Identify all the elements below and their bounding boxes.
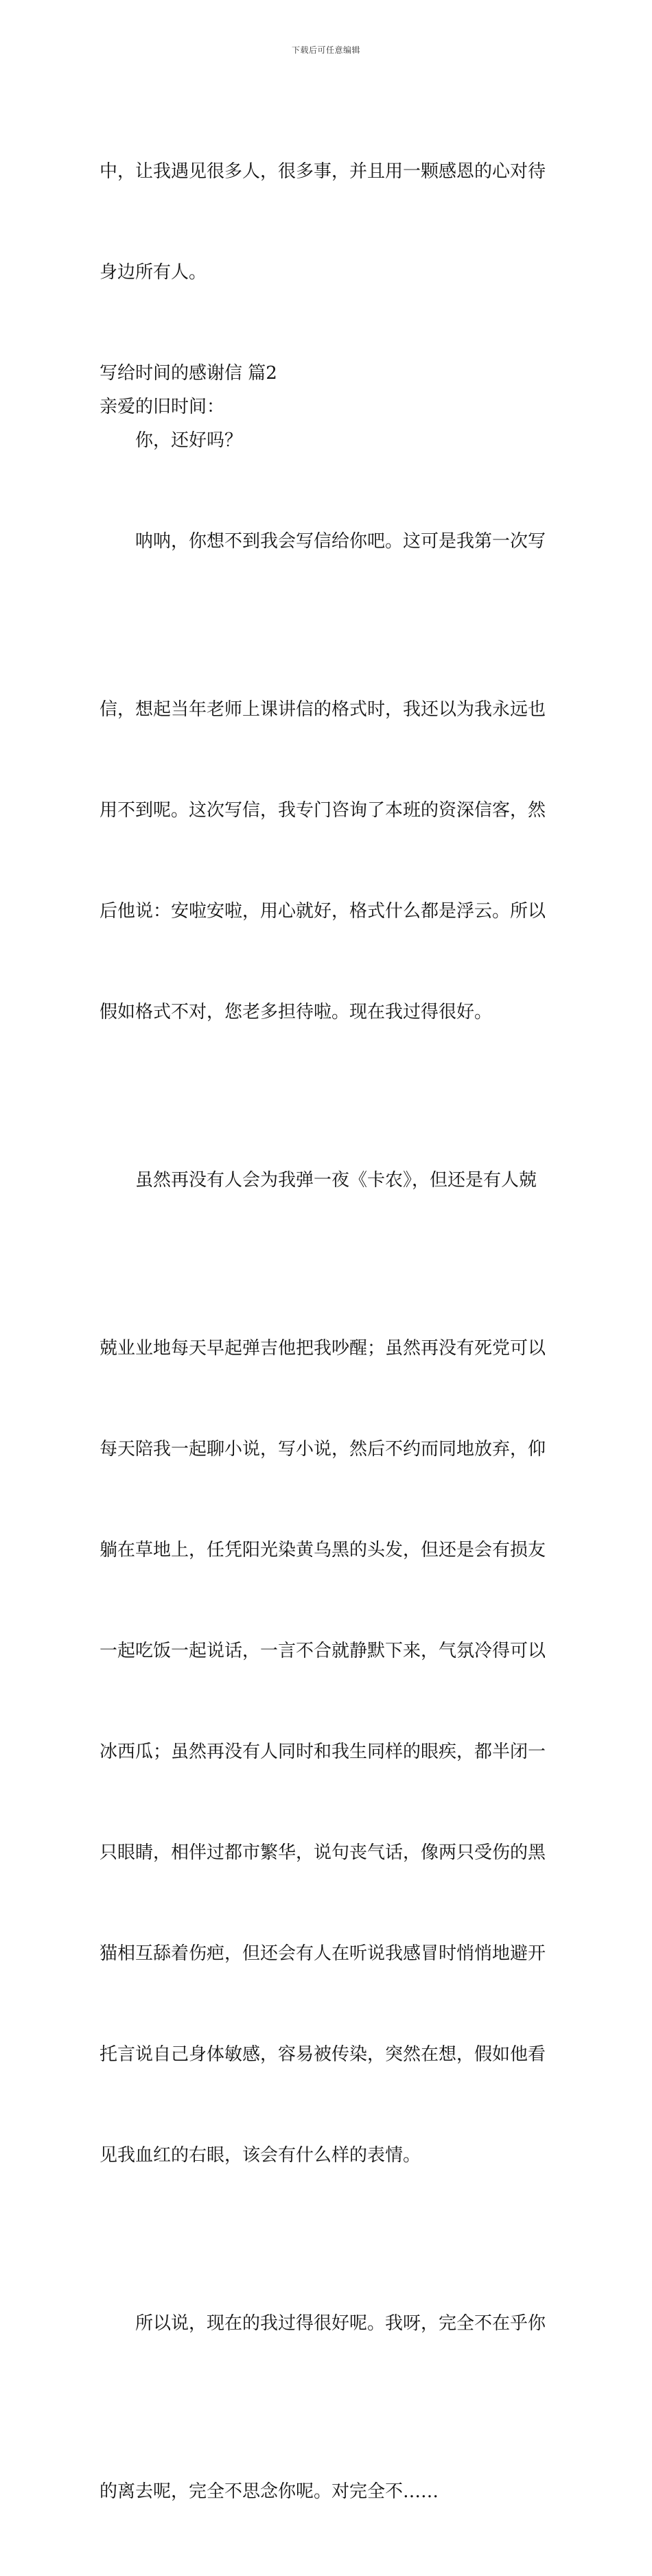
continuation-paragraph xyxy=(100,88,556,357)
page-header: 下载后可任意编辑 xyxy=(291,45,360,55)
paragraph-2 xyxy=(100,1097,556,1265)
paragraph-3-cont xyxy=(100,2408,556,2576)
document-body xyxy=(100,88,556,2576)
paragraph-1-cont xyxy=(100,626,556,1097)
text-line: 兢业业地每天早起弹吉他把我吵醒；虽然再没有死党可以 xyxy=(100,1338,546,1359)
text-line: 一起吃饭一起说话，一言不合就静默下来，气氛冷得可以 xyxy=(100,1641,546,1661)
greeting xyxy=(100,424,556,458)
text-line: 虽然再没有人会为我弹一夜《卡农》，但还是有人兢 xyxy=(135,1170,537,1191)
paragraph-3 xyxy=(100,2240,556,2408)
paragraph-1 xyxy=(100,458,556,626)
paragraph-2-cont xyxy=(100,1265,556,2240)
text-line: 的离去呢，完全不思念你呢。对完全不…… xyxy=(100,2481,439,2502)
greeting-text: 你，还好吗？ xyxy=(135,430,243,451)
text-line: 冰西瓜；虽然再没有人同时和我生同样的眼疾，都半闭一 xyxy=(100,1742,546,1762)
text-line: 见我血红的右眼，该会有什么样的表情。 xyxy=(100,2145,421,2166)
text-line: 中，让我遇见很多人，很多事，并且用一颗感恩的心对待 xyxy=(100,161,546,182)
text-line: 后他说：安啦安啦，用心就好，格式什么都是浮云。所以 xyxy=(100,901,546,922)
section-title xyxy=(100,357,556,390)
text-line: 呐呐，你想不到我会写信给你吧。这可是我第一次写 xyxy=(135,531,546,552)
text-line: 身边所有人。 xyxy=(100,262,207,283)
text-line: 托言说自己身体敏感，容易被传染，突然在想，假如他看 xyxy=(100,2044,546,2065)
text-line: 猫相互舔着伤疤，但还会有人在听说我感冒时悄悄地避开 xyxy=(100,1943,546,1964)
text-line: 所以说，现在的我过得很好呢。我呀，完全不在乎你 xyxy=(135,2313,546,2334)
text-line: 信，想起当年老师上课讲信的格式时，我还以为我永远也 xyxy=(100,699,546,720)
text-line: 每天陪我一起聊小说，写小说，然后不约而同地放弃，仰 xyxy=(100,1439,546,1460)
salutation xyxy=(100,390,556,424)
text-line: 躺在草地上，任凭阳光染黄乌黑的头发，但还是会有损友 xyxy=(100,1540,546,1560)
text-line: 只眼睛，相伴过都市繁华，说句丧气话，像两只受伤的黑 xyxy=(100,1842,546,1863)
text-line: 假如格式不对，您老多担待啦。现在我过得很好。 xyxy=(100,1002,493,1022)
text-line: 用不到呢。这次写信，我专门咨询了本班的资深信客，然 xyxy=(100,800,546,821)
salutation-text: 亲爱的旧时间： xyxy=(100,397,225,417)
section-title-text: 写给时间的感谢信 篇2 xyxy=(100,363,277,384)
